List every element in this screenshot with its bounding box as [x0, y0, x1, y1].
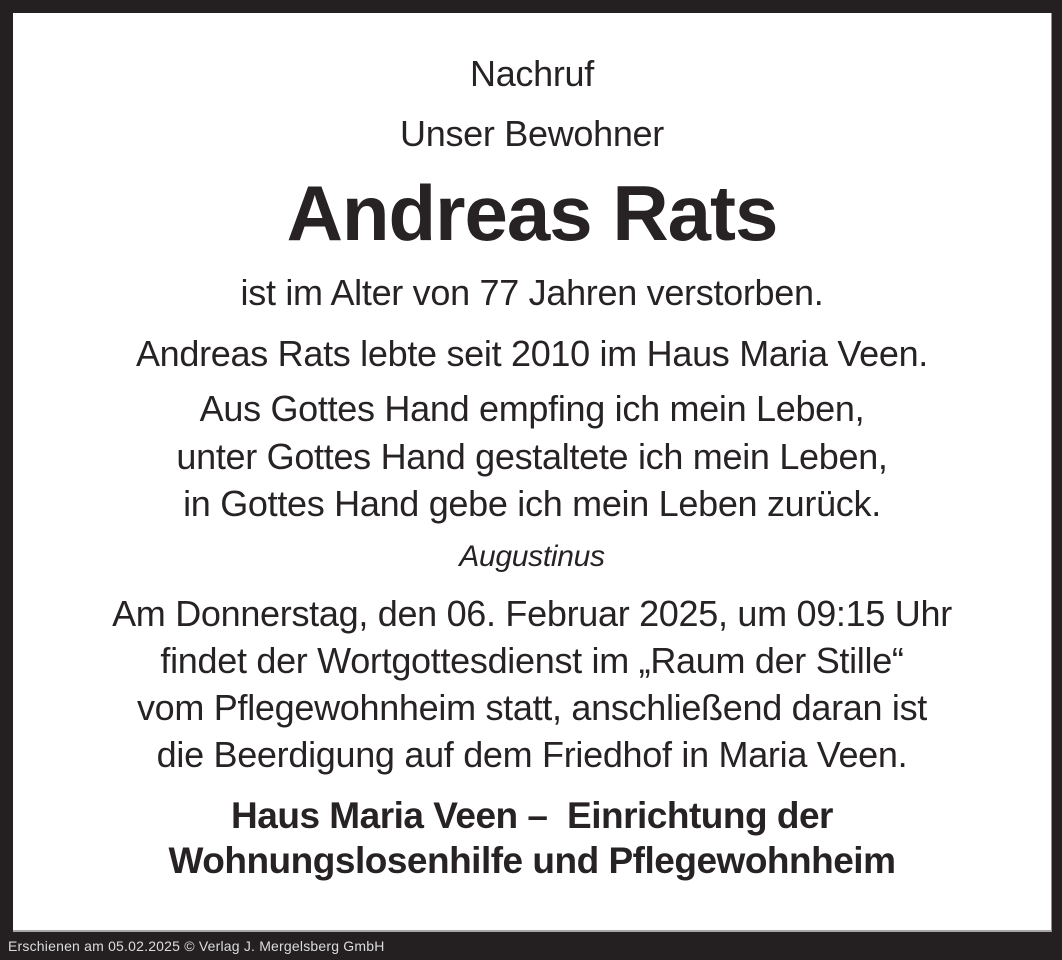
notice-intro: Unser Bewohner [400, 113, 664, 154]
poem-line-3: in Gottes Hand gebe ich mein Leben zurück. [183, 483, 881, 524]
residence-line: Andreas Rats lebte seit 2010 im Haus Maria Veen. [135, 333, 929, 374]
signature-line-2: Wohnungslosenhilfe und Pflegewohnheim [168, 840, 896, 881]
service-line-2: findet der Wortgottesdienst im „Raum der Stille“ [160, 640, 904, 681]
obituary-card [13, 13, 1052, 932]
notice-kicker: Nachruf [470, 53, 594, 94]
poem-line-2: unter Gottes Hand gestaltete ich mein Leben, [176, 436, 888, 477]
service-line-4: die Beerdigung auf dem Friedhof in Maria Veen. [156, 734, 908, 775]
poem-author: Augustinus [459, 540, 605, 573]
poem-line-1: Aus Gottes Hand empfing ich mein Leben, [199, 388, 865, 429]
signature-line-1: Haus Maria Veen – Einrichtung der [231, 795, 833, 836]
service-line-3: vom Pflegewohnheim statt, anschließend daran ist [136, 687, 928, 728]
service-line-1: Am Donnerstag, den 06. Februar 2025, um 09:15 Uhr [112, 593, 952, 634]
age-line: ist im Alter von 77 Jahren verstorben. [240, 272, 824, 313]
deceased-name: Andreas Rats [286, 169, 778, 257]
imprint-text: Erschienen am 05.02.2025 © Verlag J. Mergelsberg GmbH [8, 938, 385, 954]
